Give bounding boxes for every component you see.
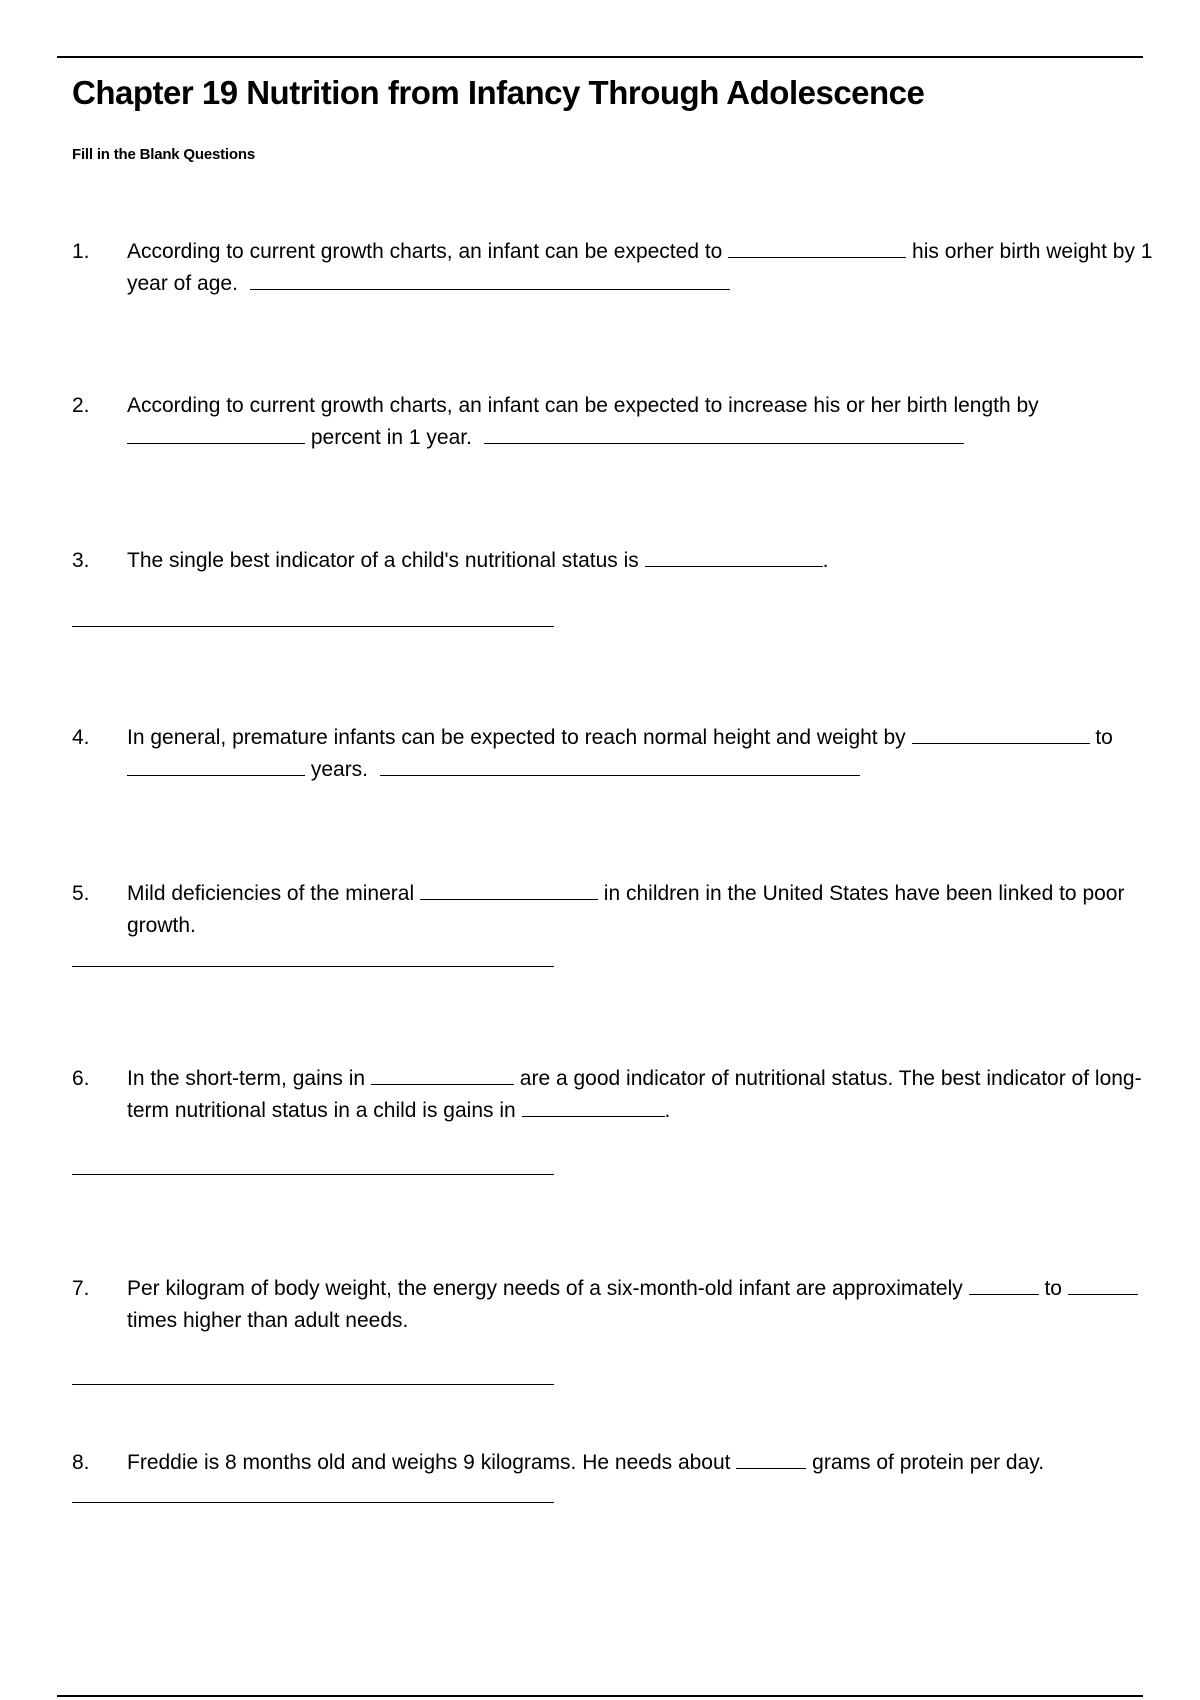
question-text: According to current growth charts, an infant can be expected to increase his or her birth length by percent in 1 year. [127, 394, 1039, 449]
question-text: The single best indicator of a child's nutritional status is . [127, 545, 1162, 577]
blank[interactable] [969, 1274, 1039, 1295]
blank[interactable] [420, 879, 598, 900]
answer-line[interactable] [72, 966, 554, 967]
question-number: 2. [72, 394, 90, 417]
answer-line[interactable] [72, 1502, 554, 1503]
question-text: In general, premature infants can be expected to reach normal height and weight by to years. [127, 722, 1162, 786]
blank[interactable] [912, 723, 1090, 744]
question-number: 6. [72, 1067, 90, 1090]
question-number: 7. [72, 1277, 90, 1300]
question-text: Freddie is 8 months old and weighs 9 kilograms. He needs about grams of protein per day. [127, 1447, 1162, 1479]
blank[interactable] [728, 237, 906, 258]
answer-line[interactable] [250, 269, 730, 290]
answer-line[interactable] [72, 626, 554, 627]
blank[interactable] [522, 1096, 665, 1117]
question-4 [72, 722, 1162, 786]
question-3 [72, 545, 1162, 577]
question-number: 3. [72, 549, 90, 572]
question-text: Mild deficiencies of the mineral in children in the United States have been linked to poor growth. [127, 878, 1162, 942]
question-number: 5. [72, 882, 90, 905]
question-text: In the short-term, gains in are a good indicator of nutritional status. The best indicator of long-term nutritional status in a child is gains in . [127, 1063, 1162, 1127]
blank[interactable] [127, 755, 305, 776]
question-text: Per kilogram of body weight, the energy needs of a six-month-old infant are approximately to times higher than adult needs. [127, 1273, 1162, 1337]
blank[interactable] [371, 1064, 514, 1085]
question-7 [72, 1273, 1162, 1337]
question-8 [72, 1447, 1162, 1479]
section-subtitle: Fill in the Blank Questions [72, 146, 255, 163]
question-1 [72, 236, 1162, 300]
question-text: According to current growth charts, an infant can be expected to his orher birth weight by 1 year of age. [127, 236, 1162, 300]
answer-line[interactable] [72, 1174, 554, 1175]
blank[interactable] [645, 546, 823, 567]
blank[interactable] [1068, 1274, 1138, 1295]
question-number: 4. [72, 726, 90, 749]
answer-line[interactable] [72, 1384, 554, 1385]
question-5 [72, 878, 1162, 942]
answer-line[interactable] [380, 755, 860, 776]
question-number: 8. [72, 1451, 90, 1474]
blank[interactable] [736, 1448, 806, 1469]
top-rule [57, 56, 1143, 58]
question-2 [72, 390, 1162, 454]
question-6 [72, 1063, 1162, 1127]
blank[interactable] [127, 423, 305, 444]
question-number: 1. [72, 240, 90, 263]
answer-line[interactable] [484, 423, 964, 444]
bottom-rule [57, 1695, 1143, 1697]
page-title: Chapter 19 Nutrition from Infancy Through Adolescence [72, 74, 925, 111]
